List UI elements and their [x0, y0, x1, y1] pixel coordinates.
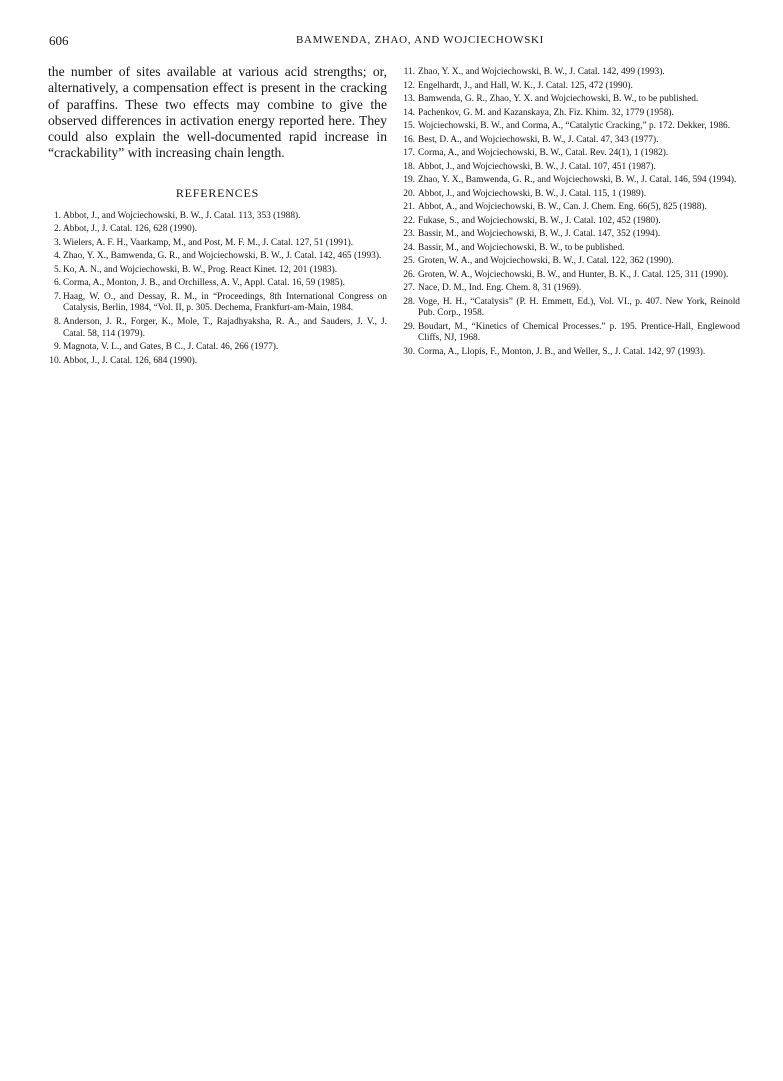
reference-item [400, 108, 740, 120]
reference-item [48, 278, 387, 290]
reference-text: Groten, W. A., and Wojciechowski, B. W., J. Catal. 122, 362 (1990). [418, 256, 674, 266]
reference-item [400, 347, 740, 359]
reference-item [48, 317, 387, 340]
reference-text: Corma, A., Monton, J. B., and Orchilless, A. V., Appl. Catal. 16, 59 (1985). [63, 278, 345, 289]
reference-text: Anderson, J. R., Forger, K., Mole, T., Rajadhyaksha, R. A., and Sauders, J. V., J. Catal. 58, 114 (1979). [63, 316, 387, 339]
reference-text: Fukase, S., and Wojciechowski, B. W., J. Catal. 102, 452 (1980). [418, 215, 661, 226]
reference-text: Abbot, J., and Wojciechowski, B. W., J. Catal. 113, 353 (1988). [63, 210, 301, 221]
reference-number: 23. [403, 229, 415, 239]
reference-number: 30. [403, 346, 415, 357]
reference-number: 13. [403, 94, 415, 104]
reference-item [400, 67, 740, 79]
reference-text: Engelhardt, J., and Hall, W. K., J. Catal. 125, 472 (1990). [418, 80, 633, 91]
reference-number: 28. [403, 296, 415, 307]
reference-item [400, 270, 740, 282]
reference-number: 1. [53, 210, 61, 221]
reference-text: Bassir, M., and Wojciechowski, B. W., to be published. [418, 242, 625, 253]
reference-text: Abbot, J., J. Catal. 126, 628 (1990). [63, 224, 198, 235]
reference-text: Ko, A. N., and Wojciechowski, B. W., Prog. React Kinet. 12, 201 (1983). [63, 264, 338, 275]
reference-item [400, 216, 740, 228]
reference-number: 27. [403, 283, 415, 293]
reference-item [400, 175, 740, 187]
reference-number: 5. [53, 264, 61, 275]
reference-text: Nace, D. M., Ind. Eng. Chem. 8, 31 (1969). [418, 283, 582, 293]
reference-text: Zhao, Y. X., Bamwenda, G. R., and Wojciechowski, B. W., J. Catal. 146, 594 (1994). [418, 175, 737, 185]
reference-item [400, 81, 740, 93]
reference-number: 17. [403, 148, 415, 158]
reference-item [400, 229, 740, 241]
reference-number: 21. [403, 202, 415, 212]
reference-text: Bamwenda, G. R., Zhao, Y. X. and Wojciechowski, B. W., to be published. [418, 94, 699, 104]
reference-item [48, 224, 387, 236]
reference-number: 15. [403, 121, 415, 131]
reference-item [400, 162, 740, 174]
reference-number: 8. [53, 316, 61, 327]
reference-item [400, 322, 740, 345]
reference-text: Voge, H. H., “Catalysis” (P. H. Emmett, Ed.), Vol. VI., p. 407. New York, Reinold Pub. Corp., 1958. [418, 296, 740, 319]
reference-number: 22. [403, 215, 415, 226]
reference-text: Abbot, J., and Wojciechowski, B. W., J. Catal. 115, 1 (1989). [418, 188, 647, 199]
reference-text: Bassir, M., and Wojciechowski, B. W., J. Catal. 147, 352 (1994). [418, 229, 661, 239]
reference-text: Boudart, M., “Kinetics of Chemical Processes.” p. 195. Prentice-Hall, Englewood Cliffs, NJ, 1968. [418, 321, 740, 344]
reference-number: 3. [53, 237, 61, 248]
reference-text: Magnota, V. L., and Gates, B C., J. Catal. 46, 266 (1977). [63, 342, 279, 353]
reference-number: 2. [53, 224, 61, 235]
reference-number: 14. [403, 107, 415, 118]
reference-number: 6. [53, 278, 61, 289]
reference-number: 29. [403, 321, 415, 332]
reference-number: 9. [53, 342, 61, 353]
reference-item [400, 135, 740, 147]
reference-text: Groten, W. A., Wojciechowski, B. W., and Hunter, B. K., J. Catal. 125, 311 (1990). [418, 269, 729, 280]
reference-number: 19. [403, 175, 415, 185]
reference-text: Abbot, J., and Wojciechowski, B. W., J. Catal. 107, 451 (1987). [418, 161, 656, 172]
reference-text: Abbot, A., and Wojciechowski, B. W., Can. J. Chem. Eng. 66(5), 825 (1988). [418, 202, 707, 212]
reference-item [400, 94, 740, 106]
reference-number: 7. [53, 291, 61, 302]
reference-item [400, 297, 740, 320]
reference-item [400, 202, 740, 214]
reference-text: Haag, W. O., and Dessay, R. M., in “Proceedings, 8th International Congress on Catalysis, Berlin, 1984, “Vol. II, p. 305. Dechema, Frankfurt-am-Main, 1984. [63, 291, 387, 314]
running-head: BAMWENDA, ZHAO, AND WOJCIECHOWSKI [295, 34, 545, 46]
left-column [48, 64, 387, 369]
reference-text: Zhao, Y. X., and Wojciechowski, B. W., J. Catal. 142, 499 (1993). [418, 67, 665, 77]
reference-number: 16. [403, 134, 415, 145]
page-number: 606 [49, 33, 69, 48]
reference-item [48, 211, 387, 223]
reference-text: Best, D. A., and Wojciechowski, B. W., J. Catal. 47, 343 (1977). [418, 134, 659, 145]
reference-number: 25. [403, 256, 415, 266]
reference-item [48, 265, 387, 277]
body-paragraph: the number of sites available at various acid strengths; or, alternatively, a compensation effect is present in the cracking of paraffins. These two effects may combine to give the observed differences in activation energy reported here. They could also explain the well-documented rapid increase in “crackability” with increasing chain length. [48, 64, 387, 161]
reference-text: Wielers, A. F. H., Vaarkamp, M., and Post, M. F. M., J. Catal. 127, 51 (1991). [63, 237, 354, 248]
reference-item [400, 283, 740, 295]
reference-item [400, 189, 740, 201]
reference-item [48, 292, 387, 315]
reference-number: 24. [403, 242, 415, 253]
reference-number: 20. [403, 188, 415, 199]
reference-item [48, 251, 387, 263]
reference-text: Wojciechowski, B. W., and Corma, A., “Catalytic Cracking,” p. 172. Dekker, 1986. [418, 121, 731, 131]
reference-item [48, 238, 387, 250]
reference-text: Pachenkov, G. M. and Kazanskaya, Zh. Fiz. Khim. 32, 1779 (1958). [418, 107, 674, 118]
reference-number: 10. [49, 355, 61, 366]
reference-list-right [400, 67, 740, 359]
reference-item [400, 243, 740, 255]
reference-number: 12. [403, 80, 415, 91]
reference-list-left [48, 211, 387, 368]
reference-number: 4. [53, 251, 61, 262]
reference-item [48, 342, 387, 354]
reference-text: Corma, A., and Wojciechowski, B. W., Catal. Rev. 24(1), 1 (1982). [418, 148, 669, 158]
right-column [400, 67, 740, 360]
reference-text: Zhao, Y. X., Bamwenda, G. R., and Wojciechowski, B. W., J. Catal. 142, 465 (1993). [63, 251, 382, 262]
reference-text: Corma, A., Llopis, F., Monton, J. B., and Weller, S., J. Catal. 142, 97 (1993). [418, 346, 706, 357]
reference-item [400, 148, 740, 160]
reference-item [400, 121, 740, 133]
reference-text: Abbot, J., J. Catal. 126, 684 (1990). [63, 355, 198, 366]
reference-item [48, 356, 387, 368]
reference-number: 18. [403, 161, 415, 172]
reference-number: 11. [403, 67, 415, 77]
reference-number: 26. [403, 269, 415, 280]
references-heading: REFERENCES [175, 185, 260, 200]
reference-item [400, 256, 740, 268]
